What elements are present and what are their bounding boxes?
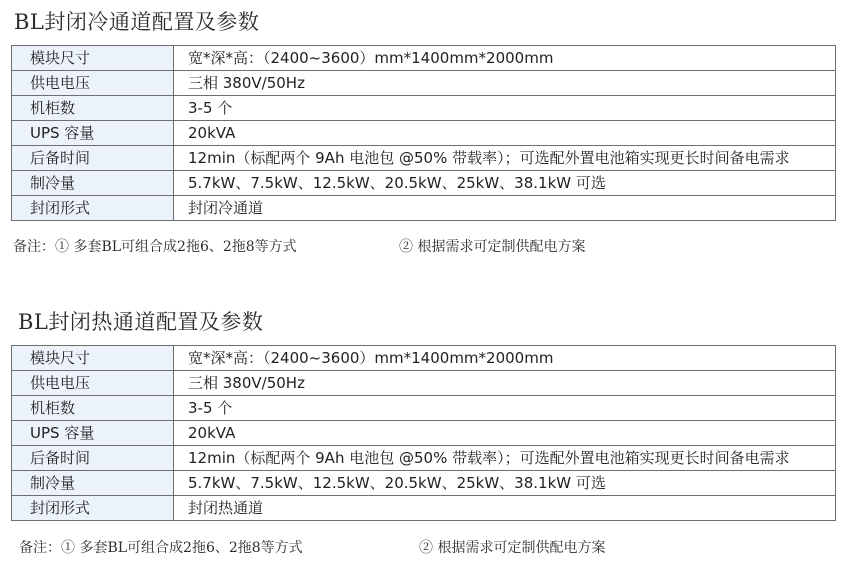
table-row: [12, 496, 836, 521]
spec-label: 模块尺寸: [12, 46, 174, 71]
table-row: [12, 146, 836, 171]
hot-aisle-title: BL封闭热通道配置及参数: [18, 310, 264, 334]
spec-value: 封闭冷通道: [174, 196, 836, 221]
table-row: [12, 96, 836, 121]
spec-value: 宽*深*高：（2400~3600）mm*1400mm*2000mm: [174, 46, 836, 71]
table-row: [12, 371, 836, 396]
spec-label: 封闭形式: [12, 196, 174, 221]
spec-label: 模块尺寸: [12, 346, 174, 371]
table-row: [12, 346, 836, 371]
spec-label: 供电电压: [12, 71, 174, 96]
spec-value: 3-5 个: [174, 96, 836, 121]
spec-value: 宽*深*高：（2400~3600）mm*1400mm*2000mm: [174, 346, 836, 371]
spec-value: 12min（标配两个 9Ah 电池包 @50% 带载率）；可选配外置电池箱实现更长时间备电需求: [174, 146, 836, 171]
spec-value: 5.7kW、7.5kW、12.5kW、20.5kW、25kW、38.1kW 可选: [174, 471, 836, 496]
table-row: [12, 46, 836, 71]
spec-label: 机柜数: [12, 396, 174, 421]
spec-label: 供电电压: [12, 371, 174, 396]
table-row: [12, 196, 836, 221]
note-combination: 备注：① 多套BL可组合成2拖6、2拖8等方式: [13, 239, 297, 255]
spec-label: 机柜数: [12, 96, 174, 121]
table-row: [12, 171, 836, 196]
table-row: [12, 396, 836, 421]
table-row: [12, 446, 836, 471]
note-customization: ② 根据需求可定制供配电方案: [399, 239, 586, 255]
spec-label: 制冷量: [12, 171, 174, 196]
spec-label: 后备时间: [12, 446, 174, 471]
table-row: [12, 121, 836, 146]
cold-aisle-spec-table: [11, 45, 836, 221]
spec-value: 20kVA: [174, 121, 836, 146]
spec-label: 封闭形式: [12, 496, 174, 521]
cold-aisle-title: BL封闭冷通道配置及参数: [14, 10, 260, 34]
spec-value: 3-5 个: [174, 396, 836, 421]
spec-label: UPS 容量: [12, 421, 174, 446]
note-combination: 备注：① 多套BL可组合成2拖6、2拖8等方式: [19, 540, 303, 556]
spec-value: 12min（标配两个 9Ah 电池包 @50% 带载率）；可选配外置电池箱实现更长时间备电需求: [174, 446, 836, 471]
table-row: [12, 471, 836, 496]
spec-value: 20kVA: [174, 421, 836, 446]
spec-label: 后备时间: [12, 146, 174, 171]
spec-value: 封闭热通道: [174, 496, 836, 521]
table-row: [12, 421, 836, 446]
spec-label: 制冷量: [12, 471, 174, 496]
spec-value: 5.7kW、7.5kW、12.5kW、20.5kW、25kW、38.1kW 可选: [174, 171, 836, 196]
spec-value: 三相 380V/50Hz: [174, 371, 836, 396]
note-customization: ② 根据需求可定制供配电方案: [419, 540, 606, 556]
spec-label: UPS 容量: [12, 121, 174, 146]
spec-value: 三相 380V/50Hz: [174, 71, 836, 96]
table-row: [12, 71, 836, 96]
cold-aisle-notes: [13, 236, 586, 256]
hot-aisle-notes: [19, 537, 606, 557]
hot-aisle-spec-table: [11, 345, 836, 521]
